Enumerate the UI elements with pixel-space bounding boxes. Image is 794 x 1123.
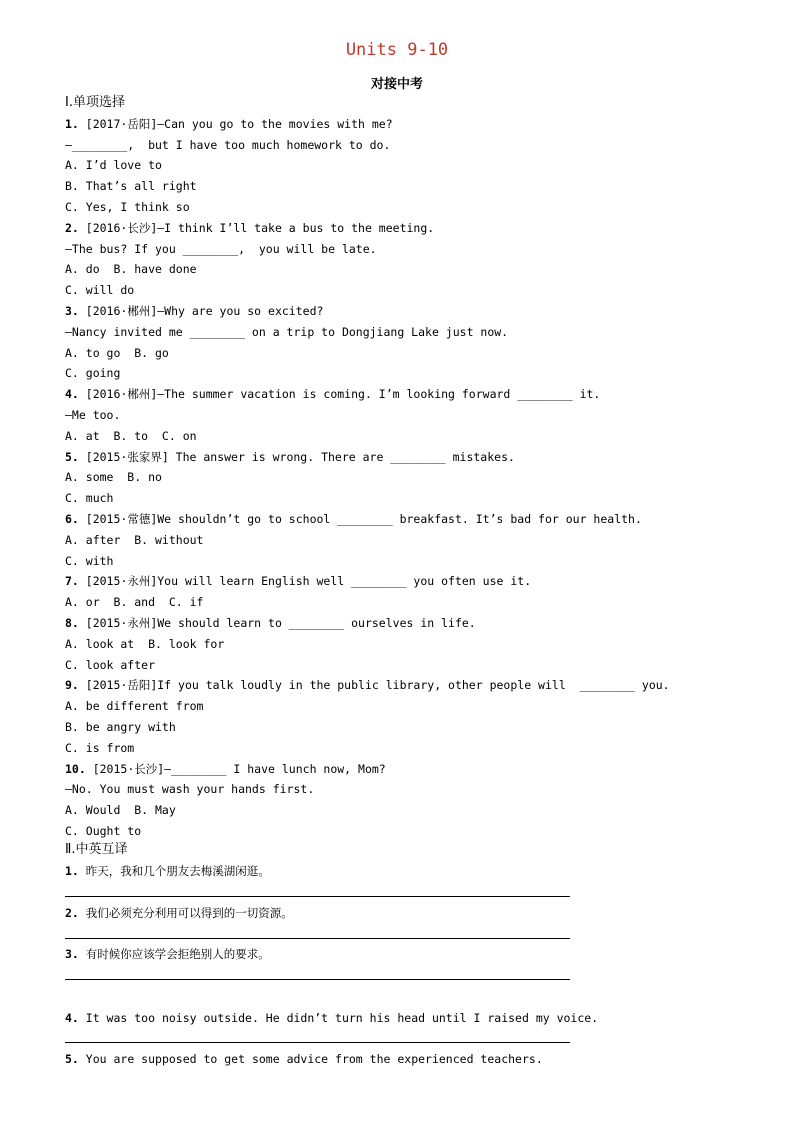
option-line <box>65 426 765 447</box>
question-line <box>65 509 765 530</box>
line-text: —Nancy invited me ________ on a trip to Dongjiang Lake just now. <box>65 324 509 339</box>
page-title: Units 9-10 <box>345 40 449 60</box>
line-text: A. or B. and C. if <box>65 595 204 610</box>
question-number: 7. <box>65 574 79 589</box>
line-text: A. at B. to C. on <box>65 428 197 443</box>
option-line <box>65 280 765 301</box>
question-number: 9. <box>65 678 79 693</box>
question-number: 4. <box>65 1011 79 1025</box>
question-line <box>65 384 765 405</box>
line-text: [2015·永州]You will learn English well ________ you often use it. <box>78 574 532 589</box>
question-line <box>65 114 765 135</box>
line-text: [2017·岳阳]—Can you go to the movies with me? <box>78 116 393 131</box>
option-line <box>65 738 765 759</box>
question-number: 3. <box>65 303 79 318</box>
line-text: C. will do <box>65 283 135 298</box>
line-text: A. some B. no <box>65 470 162 485</box>
line-text: A. after B. without <box>65 532 204 547</box>
question-number: 1. <box>65 116 79 131</box>
line-text: [2015·常德]We shouldn’t go to school ________ breakfast. It’s bad for our health. <box>78 511 642 526</box>
option-line <box>65 322 765 343</box>
line-text: C. Yes, I think so <box>65 199 190 214</box>
line-text: C. much <box>65 491 114 506</box>
question-line <box>65 218 765 239</box>
line-text: C. Ought to <box>65 823 142 838</box>
line-text: B. That’s all right <box>65 179 197 194</box>
option-line <box>65 155 765 176</box>
question-line <box>65 759 765 780</box>
line-text: A. to go B. go <box>65 345 169 360</box>
line-text: [2016·郴州]—Why are you so excited? <box>78 303 324 318</box>
answer-line[interactable] <box>65 896 570 897</box>
question-number: 2. <box>65 906 79 920</box>
question-number: 3. <box>65 947 79 961</box>
question-number: 10. <box>65 761 86 776</box>
translation-item <box>65 944 765 964</box>
multiple-choice-section <box>65 93 765 842</box>
line-text: [2016·长沙]—I think I’ll take a bus to the meeting. <box>78 220 435 235</box>
option-line <box>65 530 765 551</box>
line-text: B. be angry with <box>65 719 176 734</box>
option-line <box>65 551 765 572</box>
question-number: 4. <box>65 387 79 402</box>
line-text: —The bus? If you ________, you will be late. <box>65 241 377 256</box>
line-text: C. look after <box>65 657 156 672</box>
question-number: 1. <box>65 864 79 878</box>
line-text: —No. You must wash your hands first. <box>65 782 315 797</box>
line-text: —________, but I have too much homework to do. <box>65 137 391 152</box>
translation-item <box>65 1049 765 1069</box>
translation-item <box>65 861 765 881</box>
option-line <box>65 467 765 488</box>
option-line <box>65 197 765 218</box>
translation-prompt: You are supposed to get some advice from the experienced teachers. <box>78 1052 543 1066</box>
option-line <box>65 363 765 384</box>
option-line <box>65 800 765 821</box>
page-subtitle: 对接中考 <box>370 77 423 92</box>
option-line <box>65 696 765 717</box>
question-number: 8. <box>65 615 79 630</box>
section-heading: Ⅱ.中英互译 <box>65 842 128 857</box>
line-text: A. be different from <box>65 699 204 714</box>
question-number: 6. <box>65 511 79 526</box>
translation-item <box>65 903 765 923</box>
option-line <box>65 821 765 842</box>
line-text: —Me too. <box>65 407 121 422</box>
line-text: A. Would B. May <box>65 803 176 818</box>
section-heading: Ⅰ.单项选择 <box>65 95 125 110</box>
translation-prompt: 昨天，我和几个朋友去梅溪湖闲逛。 <box>78 864 270 878</box>
answer-line[interactable] <box>65 979 570 980</box>
line-text: [2015·张家界] The answer is wrong. There are ________ mistakes. <box>78 449 515 464</box>
question-line <box>65 613 765 634</box>
option-line <box>65 592 765 613</box>
question-line <box>65 675 765 696</box>
line-text: A. I’d love to <box>65 158 162 173</box>
line-text: [2015·岳阳]If you talk loudly in the public library, other people will ________ you. <box>78 678 670 693</box>
option-line <box>65 343 765 364</box>
answer-line[interactable] <box>65 1042 570 1043</box>
translation-prompt: 有时候你应该学会拒绝别人的要求。 <box>78 947 270 961</box>
option-line <box>65 634 765 655</box>
line-text: [2016·郴州]—The summer vacation is coming. I’m looking forward ________ it. <box>78 387 601 402</box>
option-line <box>65 488 765 509</box>
answer-line[interactable] <box>65 938 570 939</box>
translation-prompt: It was too noisy outside. He didn’t turn his head until I raised my voice. <box>78 1011 599 1025</box>
question-line <box>65 447 765 468</box>
question-line <box>65 301 765 322</box>
line-text: A. do B. have done <box>65 262 197 277</box>
line-text: C. going <box>65 366 121 381</box>
question-number: 2. <box>65 220 79 235</box>
question-number: 5. <box>65 449 79 464</box>
line-text: [2015·永州]We should learn to ________ ourselves in life. <box>78 615 476 630</box>
option-line <box>65 779 765 800</box>
option-line <box>65 135 765 156</box>
option-line <box>65 405 765 426</box>
line-text: A. look at B. look for <box>65 636 225 651</box>
option-line <box>65 259 765 280</box>
line-text: [2015·长沙]—________ I have lunch now, Mom? <box>85 761 386 776</box>
translation-prompt: 我们必须充分利用可以得到的一切资源。 <box>78 906 293 920</box>
question-line <box>65 571 765 592</box>
question-number: 5. <box>65 1052 79 1066</box>
translation-item <box>65 1008 765 1028</box>
option-line <box>65 717 765 738</box>
line-text: C. with <box>65 553 114 568</box>
line-text: C. is from <box>65 740 135 755</box>
option-line <box>65 655 765 676</box>
option-line <box>65 176 765 197</box>
option-line <box>65 239 765 260</box>
